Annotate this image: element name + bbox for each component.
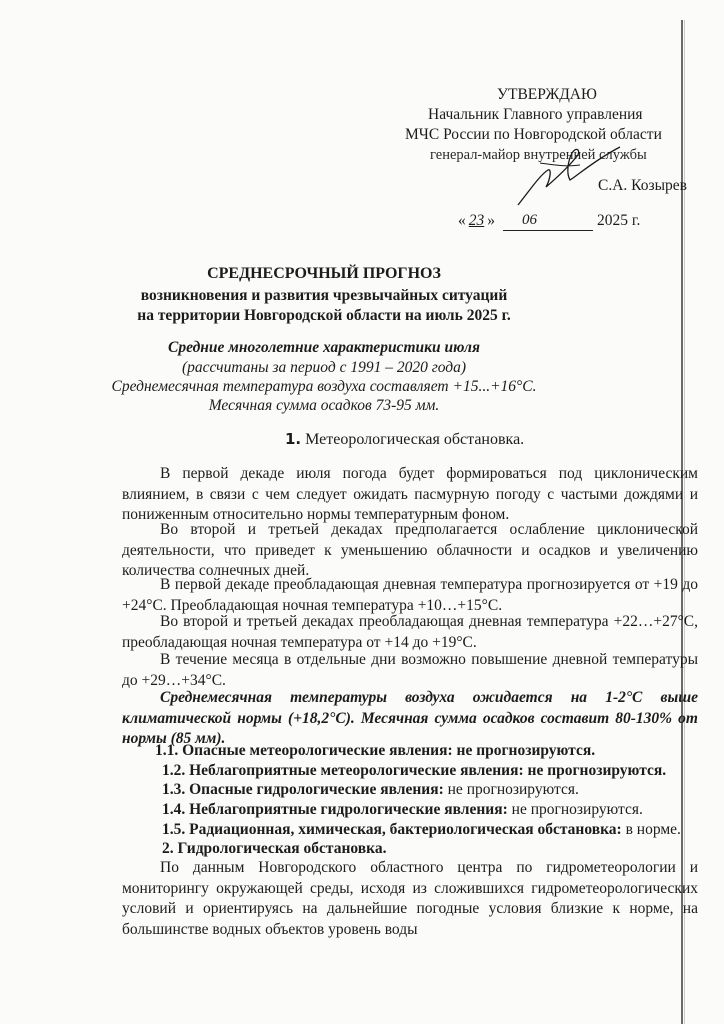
date-quote-open: « (458, 212, 466, 229)
approval-heading: УТВЕРЖДАЮ (497, 86, 597, 103)
paragraph-monthly-summary: Среднемесячная температуры воздуха ожидается на 1-2°С выше климатической нормы (+18,2°С). Месячная сумма осадков составит 80-130% от нормы (85 мм). (122, 689, 698, 747)
climate-precipitation: Месячная сумма осадков 73-95 мм. (208, 397, 440, 414)
item-1-4-value: не прогнозируются. (507, 801, 643, 818)
paragraph-monthly-max: В течение месяца в отдельные дни возможно повышение дневной температуры до +29…+34°С. (122, 651, 698, 689)
item-1-1: 1.1. Опасные метеорологические явления: не прогнозируются. (155, 742, 596, 759)
signature (500, 135, 640, 215)
document-title: СРЕДНЕСРОЧНЫЙ ПРОГНОЗ (207, 265, 441, 282)
date-year: 2025 г. (597, 212, 641, 229)
item-1-3 (162, 781, 579, 799)
approval-position-line2: МЧС России по Новгородской области (405, 126, 662, 143)
item-1-3-label: 1.3. Опасные гидрологические явления: (162, 781, 444, 798)
item-1-5-label: 1.5. Радиационная, химическая, бактериологическая обстановка: (162, 821, 622, 838)
approval-name: С.А. Козырев (598, 177, 687, 194)
paragraph-hydrology: По данным Новгородского областного центра по гидрометеорологии и мониторингу окружающей среды, исходя из сложившихся гидрометеорологических условий и ориентируясь на дальнейшие погодные условия близкие к норме, на большинстве водных объектов уровень воды (122, 859, 698, 938)
date-day: 23 (468, 212, 485, 229)
item-1-4 (162, 801, 643, 819)
paragraph-first-decade-weather: В первой декаде июля погода будет формироваться под циклоническим влиянием, в связи с чем следует ожидать пасмурную погоду с частыми дождями и пониженным относительно нормы температурным фоном. (122, 465, 698, 523)
section-1-number: 1. (285, 430, 302, 448)
approval-date (458, 212, 495, 230)
climate-heading: Средние многолетние характеристики июля (168, 339, 480, 356)
paragraph-second-third-temp: Во второй и третьей декадах преобладающая дневная температура +22…+27°С, преобладающая ночная температура от +14 до +19°С. (122, 613, 698, 651)
paragraph-second-third-decade: Во второй и третьей декадах предполагается ослабление циклонической деятельности, что приведет к уменьшению облачности и осадков и увеличению количества солнечных дней. (122, 521, 698, 579)
climate-temperature: Среднемесячная температура воздуха составляет +15...+16°С. (111, 378, 537, 395)
date-underline (503, 230, 593, 231)
document-subtitle-line1: возникновения и развития чрезвычайных ситуаций (140, 287, 508, 304)
document-subtitle-line2: на территории Новгородской области на июль 2025 г. (137, 307, 511, 324)
date-quote-close: » (487, 212, 495, 229)
paragraph-first-decade-temp: В первой декаде преобладающая дневная температура прогнозируется от +19 до +24°С. Преобладающая ночная температура +10…+15°С. (122, 576, 698, 614)
section-1-title: Метеорологическая обстановка. (305, 431, 525, 448)
section-2-heading: 2. Гидрологическая обстановка. (162, 840, 387, 857)
approval-position-line1: Начальник Главного управления (428, 106, 643, 123)
approval-rank: генерал-майор внутренней службы (430, 147, 647, 163)
date-month: 06 (522, 212, 537, 228)
climate-period: (рассчитаны за период с 1991 – 2020 года) (181, 359, 467, 376)
item-1-4-label: 1.4. Неблагоприятные гидрологические явления: (162, 801, 508, 818)
section-1-heading (285, 430, 524, 449)
item-1-5-value: в норме. (621, 821, 681, 838)
item-1-3-value: не прогнозируются. (443, 781, 579, 798)
item-1-5 (162, 821, 681, 839)
item-1-2: 1.2. Неблагоприятные метеорологические явления: не прогнозируются. (162, 762, 667, 779)
